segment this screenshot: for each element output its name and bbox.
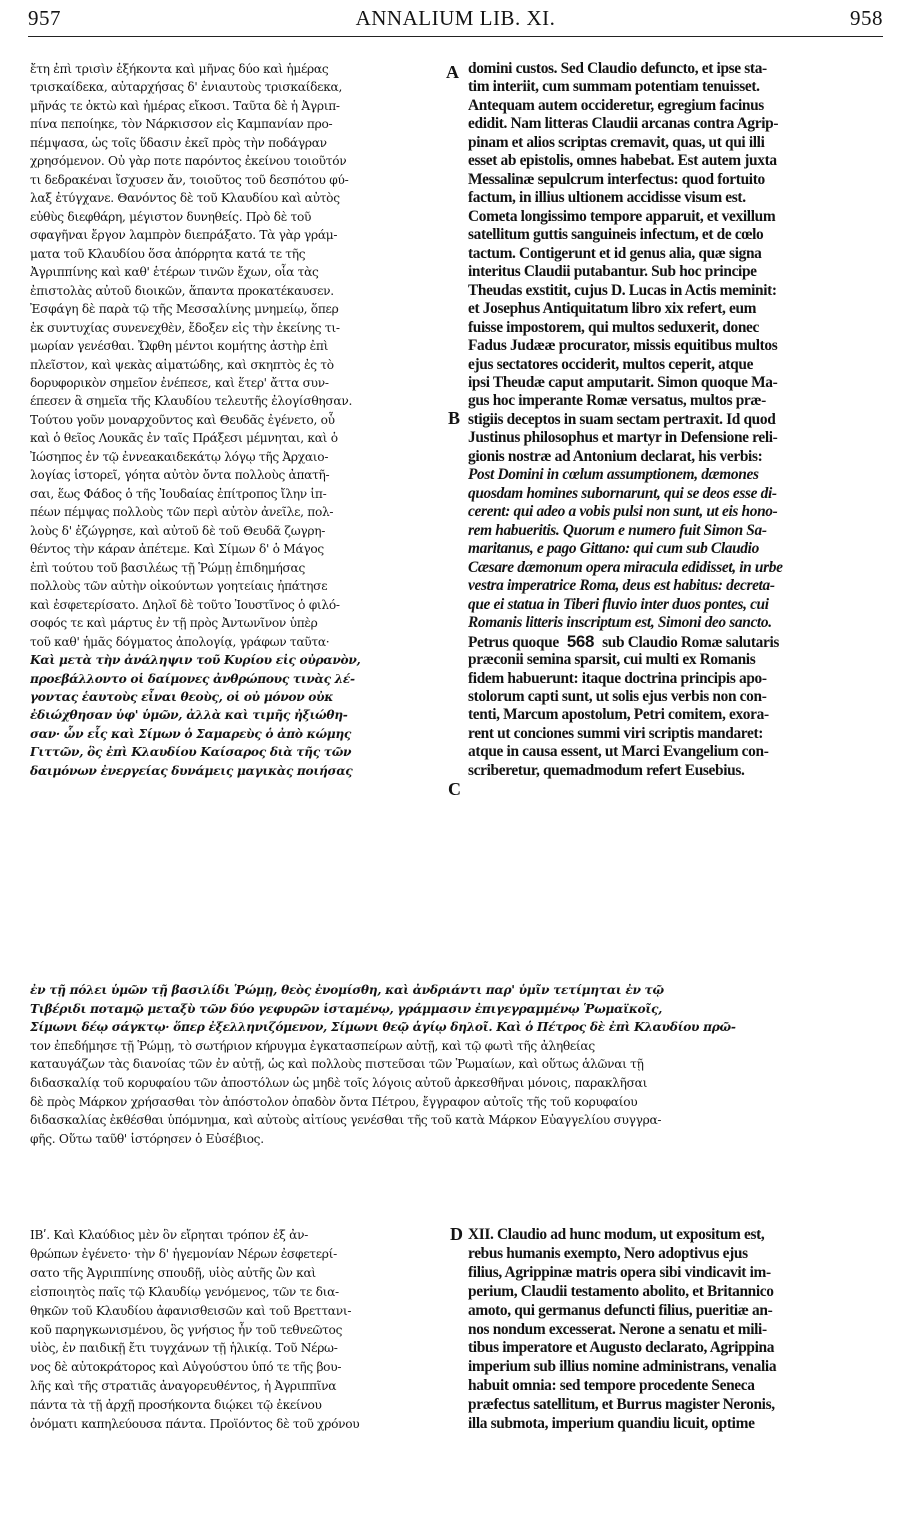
greek-top-line: ἔτη ἐπὶ τρισὶν ἑξήκοντα καὶ μῆνας δύο καὶ ἡμέρας (30, 62, 329, 76)
inline-page-number: 568 (566, 631, 595, 651)
latin-top-line: Cometa longissimo tempore apparuit, et vexillum (468, 207, 776, 225)
latin-top-line: tim interiit, cum summam potentiam tenuisset. (468, 78, 760, 96)
latin-top-line: ipsi Theudæ caput amputarit. Simon quoque Ma- (468, 373, 778, 391)
greek-top-line: γοντας ἑαυτοὺς εἶναι θεοὺς, οἱ οὐ μόνον οὐκ (30, 689, 334, 704)
greek-bottom-line: ὀνόματι καπηλεύουσα πάντα. Προϊόντος δὲ τοῦ χρόνου (30, 1417, 360, 1431)
greek-top-line: πίνα πεποίηκε, τὸν Νάρκισσον εἰς Καμπανίαν προ- (30, 117, 333, 132)
greek-top-line: Τούτου γοῦν μοναρχοῦντος καὶ Θευδᾶς ἐγένετο, οὗ (30, 412, 335, 427)
latin-bottom-line: nos nondum excesserat. Nerone a senatu et mili- (468, 1320, 767, 1338)
greek-top-line: καὶ ὁ θεῖος Λουκᾶς ἐν ταῖς Πράξεσι μέμνηται, καὶ ὁ (30, 431, 338, 446)
greek-full-line: διδασκαλίᾳ τοῦ κορυφαίου τῶν ἀποστόλων ὡς μηδὲ τοῖς λόγοις αὐτοῦ ἀρκεσθῆναι μόνοις, παρακλῆσαι (30, 1076, 648, 1090)
latin-bottom-line: illa submota, imperium quandiu licuit, optime (468, 1415, 755, 1432)
latin-top-line: Petrus quoque 568 sub Claudio Romæ salutaris (468, 631, 780, 651)
greek-top-line: τι δεδρακέναι ἴσχυσεν ἄν, τοιοῦτος τοῦ δεσπότου φύ- (30, 172, 349, 187)
greek-top-line: πέων πέμψας πολλοὺς τῶν περὶ αὐτὸν ἀνεῖλε, πολ- (30, 505, 334, 520)
greek-full-line: φῆς. Οὕτω ταῦθ' ἱστόρησεν ὁ Εὐσέβιος. (30, 1131, 264, 1146)
greek-top-line: μωρίαν γενέσθαι. Ὤφθη μέντοι κομήτης ἀστὴρ ἐπὶ (30, 339, 329, 354)
latin-top-line: et Josephus Antiquitatum libro xix refert, eum (468, 300, 757, 318)
greek-top-line: ἐπὶ τούτου τοῦ βασιλέως τῇ Ῥώμῃ ἐπιδημήσας (30, 560, 306, 575)
latin-top-line: Justinus philosophus et martyr in Defensione reli- (468, 429, 778, 447)
latin-bottom-line: habuit omnia: sed tempore procedente Seneca (468, 1377, 755, 1395)
latin-top-line: Theudas exstitit, cujus D. Lucas in Actis meminit: (468, 281, 777, 299)
petrus-line-tail: sub Claudio Romæ salutaris (602, 633, 780, 651)
latin-top-line: interitus Claudii putabantur. Sub hoc principe (468, 263, 757, 281)
greek-bottom-line: θρώπων ἐγένετο· τὴν δ' ἡγεμονίαν Νέρων ἐσφετερί- (30, 1246, 337, 1261)
greek-top-line: Ἰώσηπος ἐν τῷ ἐννεακαιδεκάτῳ λόγῳ τῆς Ἀρχαιο- (30, 449, 329, 464)
greek-full-line: ἐν τῇ πόλει ὑμῶν τῇ βασιλίδι Ῥώμῃ, θεὸς ἐνομίσθη, καὶ ἀνδριάντι παρ' ὑμῖν τετίμηται ἐν τῷ (30, 983, 664, 997)
greek-bottom-line: ΙΒʹ. Καὶ Κλαύδιος μὲν ὃν εἴρηται τρόπον ἐξ ἀν- (30, 1228, 309, 1242)
greek-top-line: προεβάλλοντο οἱ δαίμονες ἀνθρώπους τινὰς λέ- (30, 671, 355, 686)
greek-top-line: σοφός τε καὶ μάρτυς ἐν τῇ πρὸς Ἀντωνῖνον ὑπὲρ (30, 616, 318, 631)
greek-bottom-line: λῆς καὶ τῆς στρατιᾶς ἀναγορευθέντος, ἡ Ἀγριππῖνα (30, 1379, 337, 1394)
greek-bottom-line: εἰσποιητὸς παῖς τῷ Κλαυδίῳ γενόμενος, τῶν τε δια- (30, 1284, 339, 1299)
latin-bottom-line: amoto, qui germanus defuncti filius, pueritiæ an- (468, 1301, 773, 1319)
greek-full-line: δὲ πρὸς Μάρκον χρήσασθαι τὸν ἀπόστολον ὀπαδὸν ὄντα Πέτρου, ἔγγραφον αὐτοῖς τῆς τοῦ κορυφαίου (30, 1094, 638, 1109)
latin-top-line: que ei statua in Tiberi fluvio inter duos pontes, cui (468, 595, 769, 613)
greek-top-line: λοὺς δ' ἐζώγρησε, καὶ αὐτοῦ δὲ τοῦ Θευδᾶ ζωγρη- (30, 523, 326, 538)
latin-top-line: factum, in illius ultionem accidisse visum est. (468, 189, 746, 207)
latin-top-line: maritanus, e pago Gittano: qui cum sub Claudio (468, 540, 759, 558)
greek-top-line: θέντος τὴν κάραν ἀπέτεμε. Καὶ Σίμων δ' ὁ Μάγος (30, 542, 324, 557)
greek-bottom-line: θηκῶν τοῦ Κλαυδίου ἀφανισθεισῶν καὶ τοῦ Βρεττανι- (30, 1303, 352, 1318)
latin-bottom-line: perium, Claudii testamento abolito, et Britannico (468, 1282, 774, 1300)
latin-top-line: quosdam homines subornarunt, qui se deos esse di- (468, 484, 777, 502)
running-title: ANNALIUM LIB. XI. (355, 6, 556, 30)
greek-full-line: καταυγάζων τὰς διανοίας τῶν ἐν αὐτῇ, ὡς καὶ πολλοὺς πιστεῦσαι τῶν Ῥωμαίων, καὶ οὕτως ἁλῶναι τῇ (30, 1057, 644, 1072)
latin-bottom-line: rebus humanis exempto, Nero adoptivus ejus (468, 1244, 748, 1262)
greek-top-line: πολλοὺς τῶν αὐτὴν οἰκούντων γοητείαις ἠπάτησε (30, 579, 328, 594)
greek-full-line: τον ἐπεδήμησε τῇ Ῥώμῃ, τὸ σωτήριον κήρυγμα ἐγκατασπείρων αὐτῇ, καὶ τῷ φωτὶ τῆς ἀληθείας (30, 1038, 595, 1053)
latin-top-line: scriberetur, quemadmodum refert Eusebius. (468, 761, 745, 779)
latin-top-line: atque in causa essent, ut Marci Evangelium con- (468, 743, 769, 761)
latin-top-line: fidem habuerunt: itaque doctrina principis apo- (468, 669, 767, 687)
latin-bottom-line: filius, Agrippinæ matris opera sibi vindicavit im- (468, 1263, 771, 1281)
latin-bottom-line: tibus imperatore et Augusto declarato, Agrippina (468, 1339, 775, 1357)
greek-bottom-line: νος δὲ αὐτοκράτορος καὶ Αὐγούστου ὑπό τε τῆς βου- (30, 1360, 342, 1375)
latin-top-line: edidit. Nam litteras Claudii arcanas contra Agrip- (468, 115, 779, 133)
latin-top-line: rent ut conciones summi viri scriptis mandaret: (468, 724, 764, 742)
latin-top-line: Romanis litteris inscriptum est, Simoni deo sancto. (468, 614, 772, 632)
greek-top-line: σαν· ὧν εἷς καὶ Σίμων ὁ Σαμαρεὺς ὁ ἀπὸ κώμης (30, 726, 352, 741)
greek-top-line: ἐπιστολὰς αὐτοῦ διοικῶν, ἅπαντα προκατέκαυσεν. (30, 283, 334, 298)
latin-top-line: cerent: qui adeo a vobis pulsi non sunt, ut eis hono- (468, 503, 778, 521)
latin-top-line: Antequam autem occideretur, egregium facinus (468, 96, 764, 114)
greek-top-line: σφαγῆναι ἔργον λαμπρὸν διεπράξατο. Τὰ γὰρ γράμ- (30, 228, 338, 243)
greek-bottom-line: υἱὸς, ἐν παιδικῇ ἔτι τυγχάνων τῇ ἡλικίᾳ. Τοῦ Νέρω- (30, 1341, 338, 1356)
greek-bottom-line: σατο τῆς Ἀγριππίνης σπουδῇ, υἱὸς αὐτῆς ὢν καὶ (30, 1265, 316, 1280)
latin-top-line: vestra imperatrice Roma, deus est habitus: decreta- (468, 577, 775, 595)
latin-top-line: satellitum guttis sanguineis infectum, et de cœlo (468, 226, 764, 244)
greek-bottom-line: κοῦ παρηγκωνισμένου, ὃς γνήσιος ἦν τοῦ τεθνεῶτος (30, 1322, 343, 1337)
greek-top-line: τρισκαίδεκα, αὐταρχήσας δ' ἐνιαυτοὺς τρισκαίδεκα, (30, 80, 343, 95)
greek-top-line: έπεσεν ἃ σημεῖα τῆς Κλαυδίου τελευτῆς ἐλογίσθησαν. (30, 394, 353, 409)
page-number-right: 958 (850, 6, 883, 30)
greek-top-line: πλεῖστον, καὶ ψεκὰς αἱματώδης, καὶ σκηπτὸς ἐς τὸ (30, 357, 334, 372)
greek-top-line: πέμψασα, ὡς τοῖς ὕδασιν ἐκεῖ πρὸς τὴν ποδάγραν (30, 135, 327, 150)
greek-top-line: Ἀγριππίνης καὶ καθ' ἑτέρων τινῶν ἔχων, οἷα τὰς (30, 265, 319, 280)
greek-full-line: Τιβέριδι ποταμῷ μεταξὺ τῶν δύο γεφυρῶν ἱσταμένῳ, γράμμασιν ἐπιγεγραμμένῳ Ῥωμαϊκοῖς, (30, 1001, 663, 1016)
greek-top-line: χρησόμενον. Οὐ γὰρ ποτε παρόντος ἐκείνου τοιοῦτόν (30, 154, 347, 169)
latin-top-line: Fadus Judææ procurator, missis equitibus multos (468, 337, 778, 355)
latin-top-line: stolorum capti sunt, ut solis ejus verbis non con- (468, 687, 767, 705)
greek-top-line: ἐκ συντυχίας συνενεχθὲν, ἔδοξεν εἰς τὴν ἐκείνης τι- (30, 320, 340, 335)
greek-top-line: Γιττῶν, ὃς ἐπὶ Κλαυδίου Καίσαρος διὰ τῆς τῶν (30, 745, 352, 760)
section-marker-d: D (450, 1224, 463, 1244)
greek-full-line: διδασκαλίας ἐκθέσθαι ὑπόμνημα, καὶ αὐτοὺς αἰτίους γενέσθαι τῆς τοῦ κατὰ Μάρκον Εὐαγγελίου συγγρα- (30, 1113, 662, 1128)
latin-top-line: ejus sectatores occiderit, multos ceperit, atque (468, 355, 754, 373)
latin-top-line: rem habueritis. Quorum e numero fuit Simon Sa- (468, 521, 767, 539)
latin-top-line: præconii semina sparsit, cui multi ex Romanis (468, 651, 756, 669)
section-marker-c: C (448, 779, 461, 799)
greek-top-line: Καὶ μετὰ τὴν ἀνάληψιν τοῦ Κυρίου εἰς οὐρανὸν, (30, 653, 361, 668)
latin-top-line: Cæsare dæmonum opera miracula edidisset, in urbe (468, 558, 783, 576)
latin-top-line: pinam et alios scriptas cremavit, quas, ut qui illi (468, 133, 765, 151)
greek-top-line: σαι, ἕως Φάδος ὁ τῆς Ἰουδαίας ἐπίτροπος ἴλην ἱπ- (30, 486, 327, 501)
header-rule (28, 36, 883, 37)
greek-top-line: λαξ ἐτύγχανε. Θανόντος δὲ τοῦ Κλαυδίου καὶ αὐτὸς (30, 191, 340, 206)
latin-top-line: fuisse impostorem, qui multos seduxerit, donec (468, 318, 760, 336)
greek-top-line: μῆνάς τε ὀκτὼ καὶ ἡμέρας εἴκοσι. Ταῦτα δὲ ἡ Ἀγριπ- (30, 98, 340, 113)
latin-top-line: esset ab epistolis, omnes habebat. Est autem juxta (468, 152, 777, 170)
greek-full-line: Σίμωνι δέῳ σάγκτῳ· ὅπερ ἐξελληνιζόμενον, Σίμωνι θεῷ ἁγίῳ δηλοῖ. Καὶ ὁ Πέτρος δὲ ἐπὶ Κλαυδίου πρῶ- (30, 1020, 736, 1035)
section-marker-b: B (448, 408, 461, 428)
latin-top-line: domini custos. Sed Claudio defuncto, et ipse sta- (468, 60, 767, 77)
greek-top-line: δορυφορικὸν σημεῖον ἐνέπεσε, καὶ ἕτερ' ἄττα συν- (30, 375, 329, 390)
greek-top-line: καὶ ἐσφετερίσατο. Δηλοῖ δὲ τοῦτο Ἰουστῖνος ὁ φιλό- (30, 597, 340, 612)
latin-top-line: tenti, Marcum apostolum, Petri comitem, exora- (468, 706, 769, 724)
greek-top-line: δαιμόνων ἐνεργείας δυνάμεις μαγικὰς ποιήσας (30, 763, 353, 778)
greek-bottom-line: πάντα τὰ τῇ ἀρχῇ προσήκοντα διῴκει τῷ ἐκείνου (30, 1398, 322, 1413)
running-header (28, 6, 883, 36)
greek-top-line: ματα τοῦ Κλαυδίου ὅσα ἀπόρρητα κατά τε τῆς (30, 246, 306, 261)
greek-top-line: ἐδιώχθησαν ὑφ' ὑμῶν, ἀλλὰ καὶ τιμῆς ἠξιώθη- (30, 708, 348, 723)
latin-top-line: gionis nostræ ad Antonium declarat, his verbis: (468, 447, 763, 465)
latin-bottom-line: XII. Claudio ad hunc modum, ut expositum est, (468, 1226, 765, 1243)
section-marker-a: A (446, 62, 459, 82)
latin-top-line: tactum. Contigerunt et id genus alia, quæ signa (468, 244, 762, 262)
latin-bottom-line: imperium sub illius nomine administrans, venalia (468, 1358, 777, 1376)
greek-top-line: τοῦ καθ' ἡμᾶς δόγματος ἀπολογίᾳ, γράφων ταῦτα· (30, 634, 330, 649)
greek-top-line: Ἐσφάγη δὲ παρὰ τῷ τῆς Μεσσαλίνης μνημείῳ, ὅπερ (30, 302, 339, 317)
latin-bottom-line: præfectus satellitum, et Burrus magister Neronis, (468, 1396, 775, 1414)
latin-top-line: gus hoc imperante Romæ versatus, multos præ- (468, 392, 766, 410)
greek-top-line: εὐθὺς διεφθάρη, μέγιστον δυνηθείς. Πρὸ δὲ τοῦ (30, 209, 312, 224)
latin-top-line: Messalinæ sepulcrum interfectus: quod fortuito (468, 170, 765, 188)
latin-top-line: Post Domini in cœlum assumptionem, dæmones (468, 466, 759, 484)
greek-top-line: λογίας ἱστορεῖ, γόητα αὐτὸν ὄντα πολλοὺς ἀπατῆ- (30, 468, 330, 483)
page-number-left: 957 (28, 6, 61, 30)
latin-top-line: stigiis deceptos in suam sectam pertraxit. Id quod (468, 410, 776, 428)
